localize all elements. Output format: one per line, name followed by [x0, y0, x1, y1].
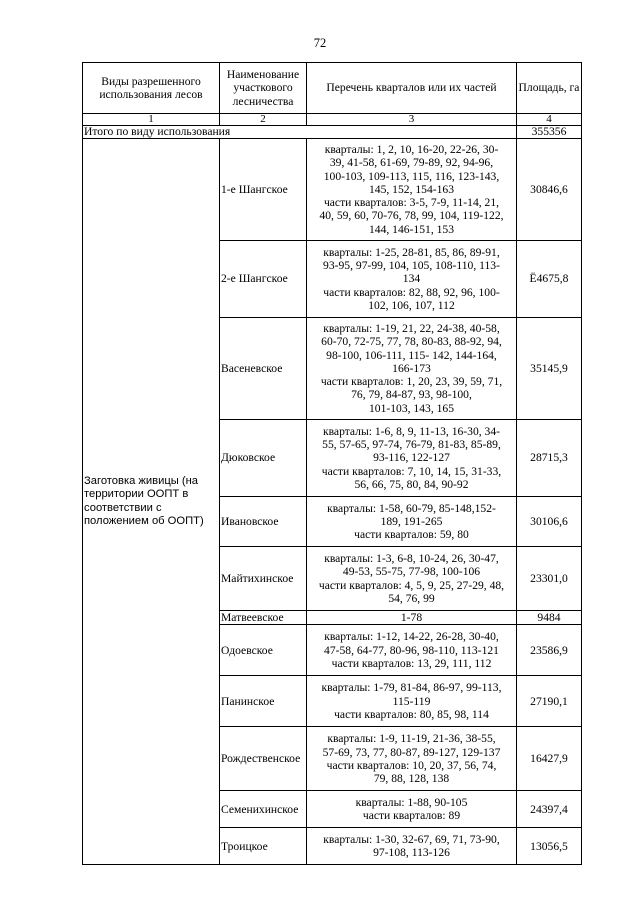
table-row	[83, 139, 582, 241]
page-number: 72	[313, 36, 327, 50]
quarters-line: 47-58, 64-77, 80-96, 98-110, 113-121	[324, 643, 499, 657]
quarters-cell	[307, 497, 517, 547]
header-quarters: Перечень кварталов или их частей	[307, 63, 517, 114]
quarters-line: 100-103, 109-113, 115, 116, 123-143,	[323, 169, 500, 183]
column-number: 2	[220, 114, 307, 126]
quarters-line: кварталы: 1, 2, 10, 16-20, 22-26, 30-	[324, 143, 499, 157]
quarters-line: 102, 106, 107, 112	[368, 298, 455, 312]
area-cell: 24397,4	[517, 791, 582, 828]
quarters-line: кварталы: 1-9, 11-19, 21-36, 38-55,	[327, 732, 496, 746]
total-label: Итого по виду использования	[83, 126, 517, 139]
quarters-line: кварталы: 1-25, 28-81, 85, 86, 89-91,	[323, 245, 500, 259]
usage-type-cell: Заготовка живицы (на территории ООПТ в соответствии с положением об ООПТ)	[83, 139, 220, 865]
column-number: 1	[83, 114, 220, 126]
total-area: 355356	[517, 126, 582, 139]
quarters-line: кварталы: 1-3, 6-8, 10-24, 26, 30-47,	[324, 552, 499, 566]
forestry-name: Панинское	[220, 676, 307, 727]
quarters-line: 40, 59, 60, 70-76, 78, 99, 104, 119-122,	[319, 209, 504, 223]
quarters-line: 134	[402, 272, 421, 286]
quarters-line: части кварталов: 1, 20, 23, 39, 59, 71,	[320, 375, 503, 389]
quarters-cell	[307, 611, 517, 625]
quarters-line: 93-116, 122-127	[373, 451, 450, 465]
header-usage-type: Виды разрешенного использования лесов	[83, 63, 220, 114]
quarters-cell	[307, 241, 517, 318]
area-cell: 35145,9	[517, 318, 582, 420]
area-cell: 27190,1	[517, 676, 582, 727]
forestry-name: Майтихинское	[220, 547, 307, 611]
area-cell: 30106,6	[517, 497, 582, 547]
forestry-name: Ивановское	[220, 497, 307, 547]
quarters-line: 39, 41-58, 61-69, 79-89, 92, 94-96,	[329, 156, 494, 170]
quarters-cell	[307, 139, 517, 241]
forestry-name: Семенихинское	[220, 791, 307, 828]
quarters-line: 97-108, 113-126	[373, 846, 450, 860]
quarters-line: части кварталов: 7, 10, 14, 15, 31-33,	[321, 464, 502, 478]
quarters-line: 54, 76, 99	[388, 591, 435, 605]
quarters-line: 98-100, 106-111, 115- 142, 144-164,	[326, 348, 497, 362]
header-forestry: Наименование участкового лесничества	[220, 63, 307, 114]
quarters-line: 49-53, 55-75, 77-98, 100-106	[342, 565, 481, 579]
area-cell: 30846,6	[517, 139, 582, 241]
forestry-name: Рождественское	[220, 727, 307, 791]
quarters-line: 144, 146-151, 153	[368, 222, 455, 236]
quarters-line: части кварталов: 89	[362, 809, 461, 823]
quarters-cell	[307, 625, 517, 676]
quarters-line: 60-70, 72-75, 77, 78, 80-83, 88-92, 94,	[321, 335, 502, 349]
forestry-name: 2-е Шангское	[220, 241, 307, 318]
quarters-line: части кварталов: 4, 5, 9, 25, 27-29, 48,	[318, 578, 505, 592]
forestry-name: 1-е Шангское	[220, 139, 307, 241]
quarters-line: кварталы: 1-88, 90-105	[355, 796, 468, 809]
quarters-cell	[307, 727, 517, 791]
quarters-line: части кварталов: 80, 85, 98, 114	[334, 707, 489, 721]
quarters-line: части кварталов: 3-5, 7-9, 11-14, 21,	[323, 196, 500, 210]
quarters-line: 115-119	[392, 694, 431, 708]
header-area: Площадь, га	[517, 63, 582, 114]
forestry-name: Троицкое	[220, 828, 307, 865]
column-number: 3	[307, 114, 517, 126]
quarters-line: части кварталов: 82, 88, 92, 96, 100-	[323, 285, 500, 299]
area-cell: 13056,5	[517, 828, 582, 865]
area-cell: 23586,9	[517, 625, 582, 676]
quarters-line: части кварталов: 59, 80	[354, 528, 469, 542]
quarters-cell	[307, 420, 517, 497]
forestry-name: Матвеевское	[220, 611, 307, 625]
forestry-name: Одоевское	[220, 625, 307, 676]
quarters-cell	[307, 676, 517, 727]
area-cell: Ё4675,8	[517, 241, 582, 318]
quarters-cell	[307, 547, 517, 611]
quarters-line: 56, 66, 75, 80, 84, 90-92	[354, 477, 469, 491]
quarters-line: 79, 88, 128, 138	[373, 771, 450, 785]
forestry-name: Васеневское	[220, 318, 307, 420]
area-cell: 28715,3	[517, 420, 582, 497]
column-number: 4	[517, 114, 582, 126]
quarters-line: 189, 191-265	[380, 514, 443, 528]
quarters-line: кварталы: 1-19, 21, 22, 24-38, 40-58,	[323, 322, 500, 336]
quarters-cell	[307, 828, 517, 865]
quarters-line: 76, 79, 84-87, 93, 98-100,	[351, 388, 472, 402]
quarters-line: 1-78	[400, 611, 423, 624]
quarters-line: 101-103, 143, 165	[368, 401, 455, 415]
quarters-cell	[307, 791, 517, 828]
quarters-line: 145, 152, 154-163	[368, 182, 455, 196]
quarters-line: 55, 57-65, 97-74, 76-79, 81-83, 85-89,	[322, 438, 501, 452]
area-cell: 23301,0	[517, 547, 582, 611]
quarters-line: 93-95, 97-99, 104, 105, 108-110, 113-	[323, 259, 500, 273]
column-numbers-row	[83, 114, 582, 126]
quarters-line: части кварталов: 13, 29, 111, 112	[331, 656, 492, 670]
quarters-cell	[307, 318, 517, 420]
quarters-line: кварталы: 1-12, 14-22, 26-28, 30-40,	[324, 630, 499, 644]
quarters-line: 57-69, 73, 77, 80-87, 89-127, 129-137	[322, 745, 501, 759]
quarters-line: кварталы: 1-58, 60-79, 85-148,152-	[327, 501, 496, 515]
area-cell: 16427,9	[517, 727, 582, 791]
forest-usage-table	[82, 62, 582, 865]
forestry-name: Дюковское	[220, 420, 307, 497]
total-row	[83, 126, 582, 139]
table-header-row	[83, 63, 582, 114]
quarters-line: кварталы: 1-30, 32-67, 69, 71, 73-90,	[323, 833, 500, 846]
quarters-line: 166-173	[392, 361, 431, 375]
quarters-line: кварталы: 1-6, 8, 9, 11-13, 16-30, 34-	[322, 424, 501, 438]
quarters-line: части кварталов: 10, 20, 37, 56, 74,	[326, 758, 497, 772]
area-cell: 9484	[517, 611, 582, 625]
quarters-line: кварталы: 1-79, 81-84, 86-97, 99-113,	[321, 681, 502, 695]
